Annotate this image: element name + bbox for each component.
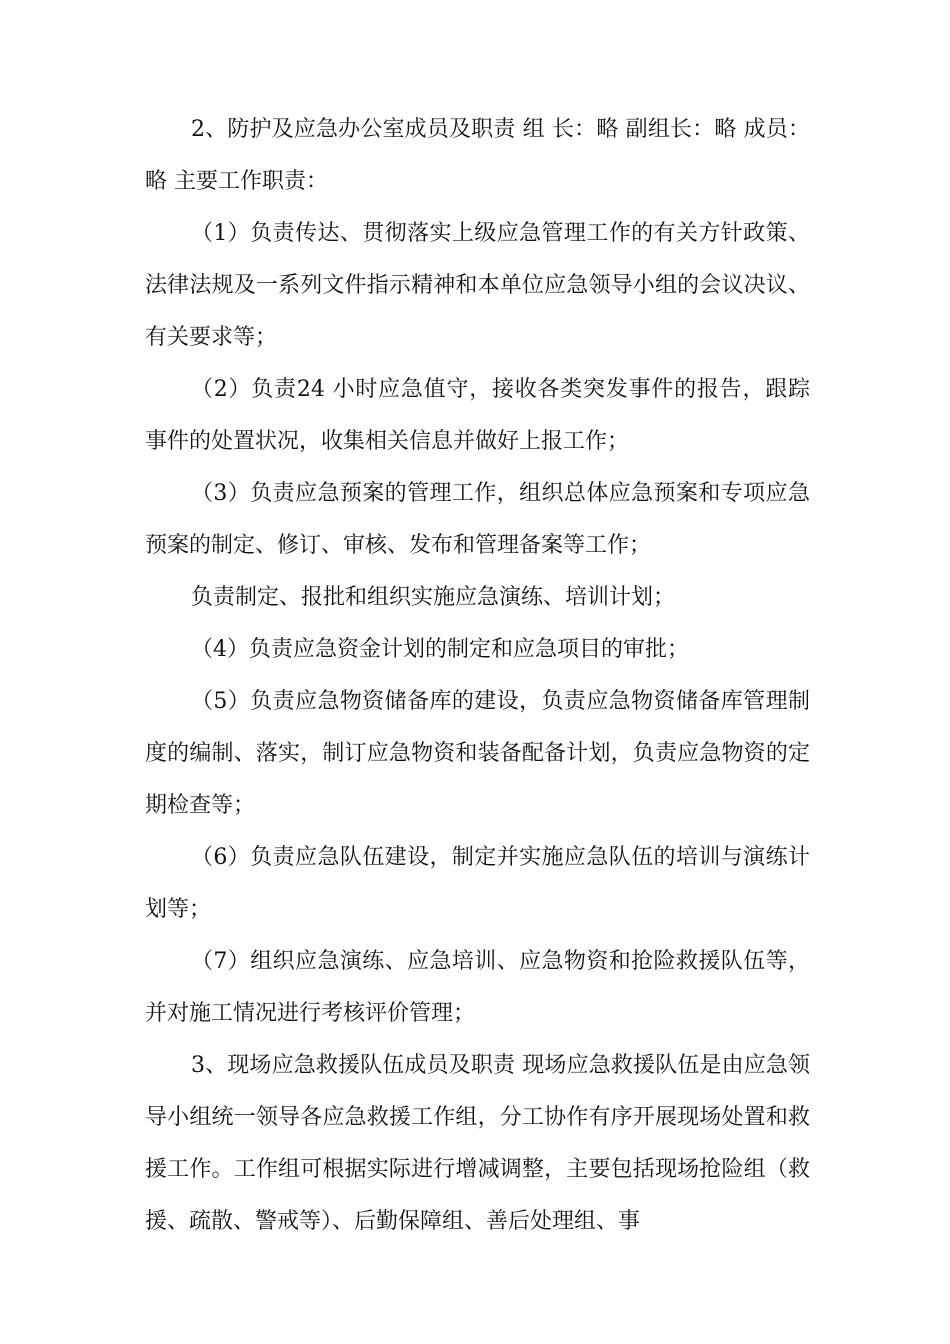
paragraph-duty-4: （4）负责应急资金计划的制定和应急项目的审批；: [191, 637, 689, 662]
paragraph-duty-7: （7）组织应急演练、应急培训、应急物资和抢险救援队伍等，并对施工情况进行考核评价管理；: [145, 949, 810, 1026]
paragraph-duty-6: （6）负责应急队伍建设，制定并实施应急队伍的培训与演练计划等；: [145, 845, 810, 922]
paragraph-duty-5: （5）负责应急物资储备库的建设，负责应急物资储备库管理制度的编制、落实，制订应急物资和装备配备计划，负责应急物资的定期检查等；: [145, 689, 810, 818]
paragraph-duty-2: （2）负责24 小时应急值守，接收各类突发事件的报告，跟踪事件的处置状况，收集相关信息并做好上报工作；: [145, 377, 810, 454]
paragraph-rescue-team: 3、现场应急救援队伍成员及职责 现场应急救援队伍是由应急领导小组统一领导各应急救援工作组，分工协作有序开展现场处置和救援工作。工作组可根据实际进行增减调整，主要包括现场抢险组（救援、疏散、警戒等）、后勤保障组、善后处理组、事: [145, 1053, 810, 1234]
paragraph-office-members: 2、防护及应急办公室成员及职责 组 长：略 副组长：略 成员：略 主要工作职责：: [145, 117, 810, 194]
paragraph-duty-3: （3）负责应急预案的管理工作，组织总体应急预案和专项应急预案的制定、修订、审核、发布和管理备案等工作；: [145, 481, 810, 558]
paragraph-duty-1: （1）负责传达、贯彻落实上级应急管理工作的有关方针政策、法律法规及一系列文件指示精神和本单位应急领导小组的会议决议、有关要求等；: [145, 221, 810, 350]
document-body: [145, 104, 810, 1248]
paragraph-drill-plan: 负责制定、报批和组织实施应急演练、培训计划；: [191, 585, 676, 610]
